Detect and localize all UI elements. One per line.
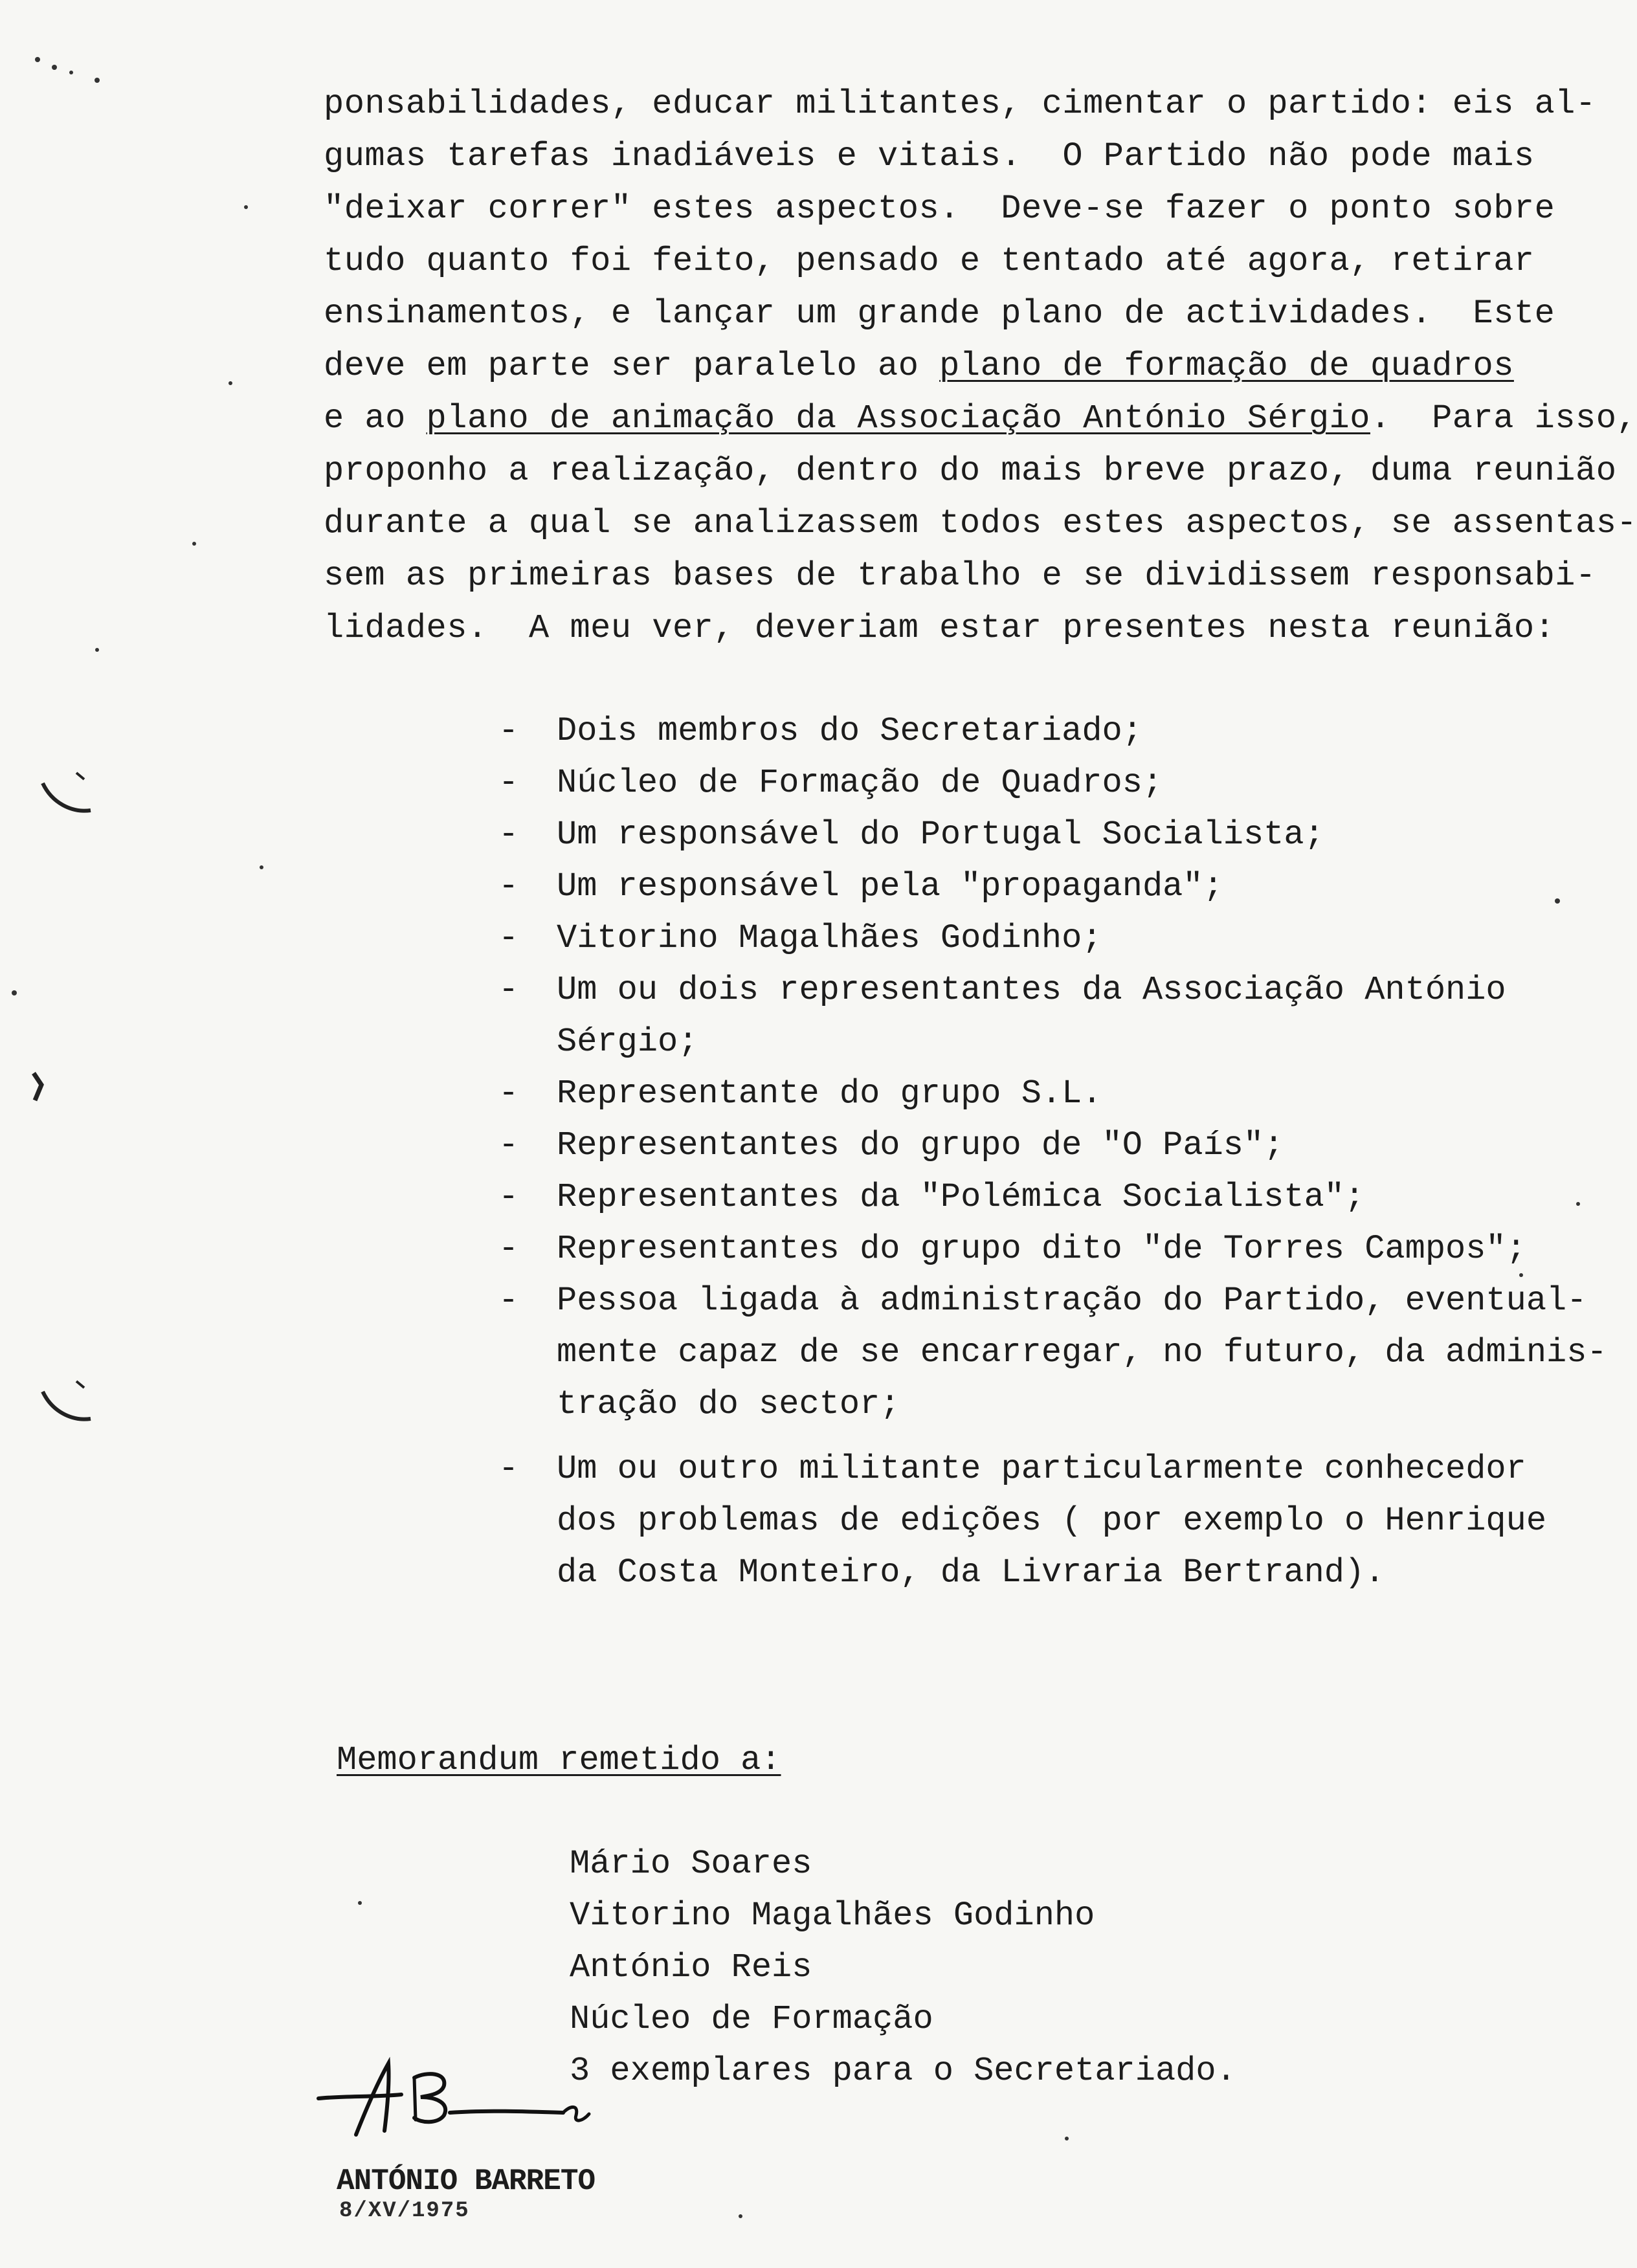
attendee-text: Representantes da "Polémica Socialista"; (557, 1178, 1365, 1216)
body-line (324, 550, 1596, 602)
bullet-dash: - (498, 712, 519, 750)
attendee-text: Um ou outro militante particularmente conhecedor (557, 1450, 1526, 1488)
memo-recipients-heading: Memorandum remetido a: (337, 1741, 781, 1779)
body-line (324, 78, 1596, 130)
body-line (324, 445, 1617, 497)
text-segment: tudo quanto foi feito, pensado e tentado até agora, retirar (324, 242, 1535, 280)
attendee-text: Núcleo de Formação de Quadros; (557, 764, 1163, 802)
recipient-list (570, 1838, 1236, 2097)
body-line (324, 235, 1573, 287)
text-segment: deve em parte ser paralelo ao (324, 347, 940, 385)
text-segment: gumas tarefas inadiáveis e vitais. O Partido não pode mais (324, 137, 1535, 175)
attendee-item (492, 757, 1560, 809)
recipient-item: António Reis (570, 1948, 812, 1986)
attendee-text: Um ou dois representantes da Associação António (557, 971, 1506, 1009)
attendee-text: Representantes do grupo de "O País"; (557, 1126, 1284, 1164)
recipient-item: Mário Soares (570, 1845, 812, 1883)
text-segment: ensinamentos, e lançar um grande plano de actividades. Este (324, 295, 1555, 333)
attendee-text: Sérgio; (557, 1023, 698, 1061)
recipient-item: Núcleo de Formação (570, 2000, 933, 2038)
body-line (324, 130, 1573, 183)
attendee-text: Pessoa ligada à administração do Partido, eventual- (557, 1282, 1587, 1320)
attendee-item (492, 706, 1560, 757)
attendee-item (492, 1120, 1560, 1172)
bullet-dash: - (498, 1126, 519, 1164)
recipient-item: 3 exemplares para o Secretariado. (570, 2052, 1236, 2090)
text-segment: lidades. A meu ver, deveriam estar presentes nesta reunião: (324, 609, 1555, 647)
attendee-text: da Costa Monteiro, da Livraria Bertrand). (557, 1553, 1385, 1592)
attendee-list (492, 706, 1607, 1599)
attendee-item (492, 809, 1560, 861)
attendee-text: Um responsável do Portugal Socialista; (557, 816, 1324, 854)
underlined-phrase: plano de animação da Associação António Sérgio (426, 399, 1370, 438)
bullet-dash: - (498, 1074, 519, 1113)
text-segment: sem as primeiras bases de trabalho e se dividissem responsabi- (324, 557, 1596, 595)
body-line (324, 183, 1573, 235)
body-line (324, 340, 1573, 392)
attendee-item (492, 1068, 1560, 1120)
bullet-dash: - (498, 1230, 519, 1268)
attendee-item (492, 1275, 1607, 1430)
text-segment: . Para isso, (1370, 399, 1637, 438)
text-segment: e ao (324, 399, 427, 438)
recipient-item: Vitorino Magalhães Godinho (570, 1896, 1095, 1935)
bullet-dash: - (498, 867, 519, 906)
signer-name: ANTÓNIO BARRETO (337, 2164, 596, 2198)
text-segment: durante a qual se analizassem todos estes aspectos, se assentas- (324, 504, 1637, 542)
bullet-dash: - (498, 971, 519, 1009)
body-line (324, 497, 1637, 550)
attendee-text: tração do sector; (557, 1385, 900, 1423)
attendee-text: Representante do grupo S.L. (557, 1074, 1102, 1113)
bullet-dash: - (498, 816, 519, 854)
text-segment: proponho a realização, dentro do mais breve prazo, duma reunião (324, 452, 1617, 490)
reference-code: 8/XV/1975 (339, 2199, 470, 2223)
body-line (324, 287, 1573, 340)
text-segment: ponsabilidades, educar militantes, cimentar o partido: eis al- (324, 85, 1596, 123)
attendee-item (492, 913, 1560, 964)
attendee-text: Representantes do grupo dito "de Torres Campos"; (557, 1230, 1526, 1268)
underlined-phrase: plano de formação de quadros (939, 347, 1514, 385)
bullet-dash: - (498, 1450, 519, 1488)
body-line (324, 602, 1573, 654)
attendee-item (492, 1443, 1560, 1599)
text-segment: "deixar correr" estes aspectos. Deve-se fazer o ponto sobre (324, 190, 1555, 228)
attendee-text: Um responsável pela "propaganda"; (557, 867, 1223, 906)
body-paragraph (324, 78, 1637, 654)
bullet-dash: - (498, 1178, 519, 1216)
bullet-dash: - (498, 764, 519, 802)
body-line (324, 392, 1637, 445)
attendee-text: Vitorino Magalhães Godinho; (557, 919, 1102, 957)
attendee-text: dos problemas de edições ( por exemplo o Henrique (557, 1502, 1547, 1540)
attendee-item (492, 1223, 1560, 1275)
attendee-item (492, 861, 1560, 913)
attendee-item (492, 1172, 1560, 1223)
attendee-text: Dois membros do Secretariado; (557, 712, 1142, 750)
attendee-item (492, 964, 1560, 1068)
bullet-dash: - (498, 919, 519, 957)
attendee-text: mente capaz de se encarregar, no futuro, da adminis- (557, 1333, 1607, 1372)
handwritten-signature (317, 2058, 615, 2149)
bullet-dash: - (498, 1282, 519, 1320)
